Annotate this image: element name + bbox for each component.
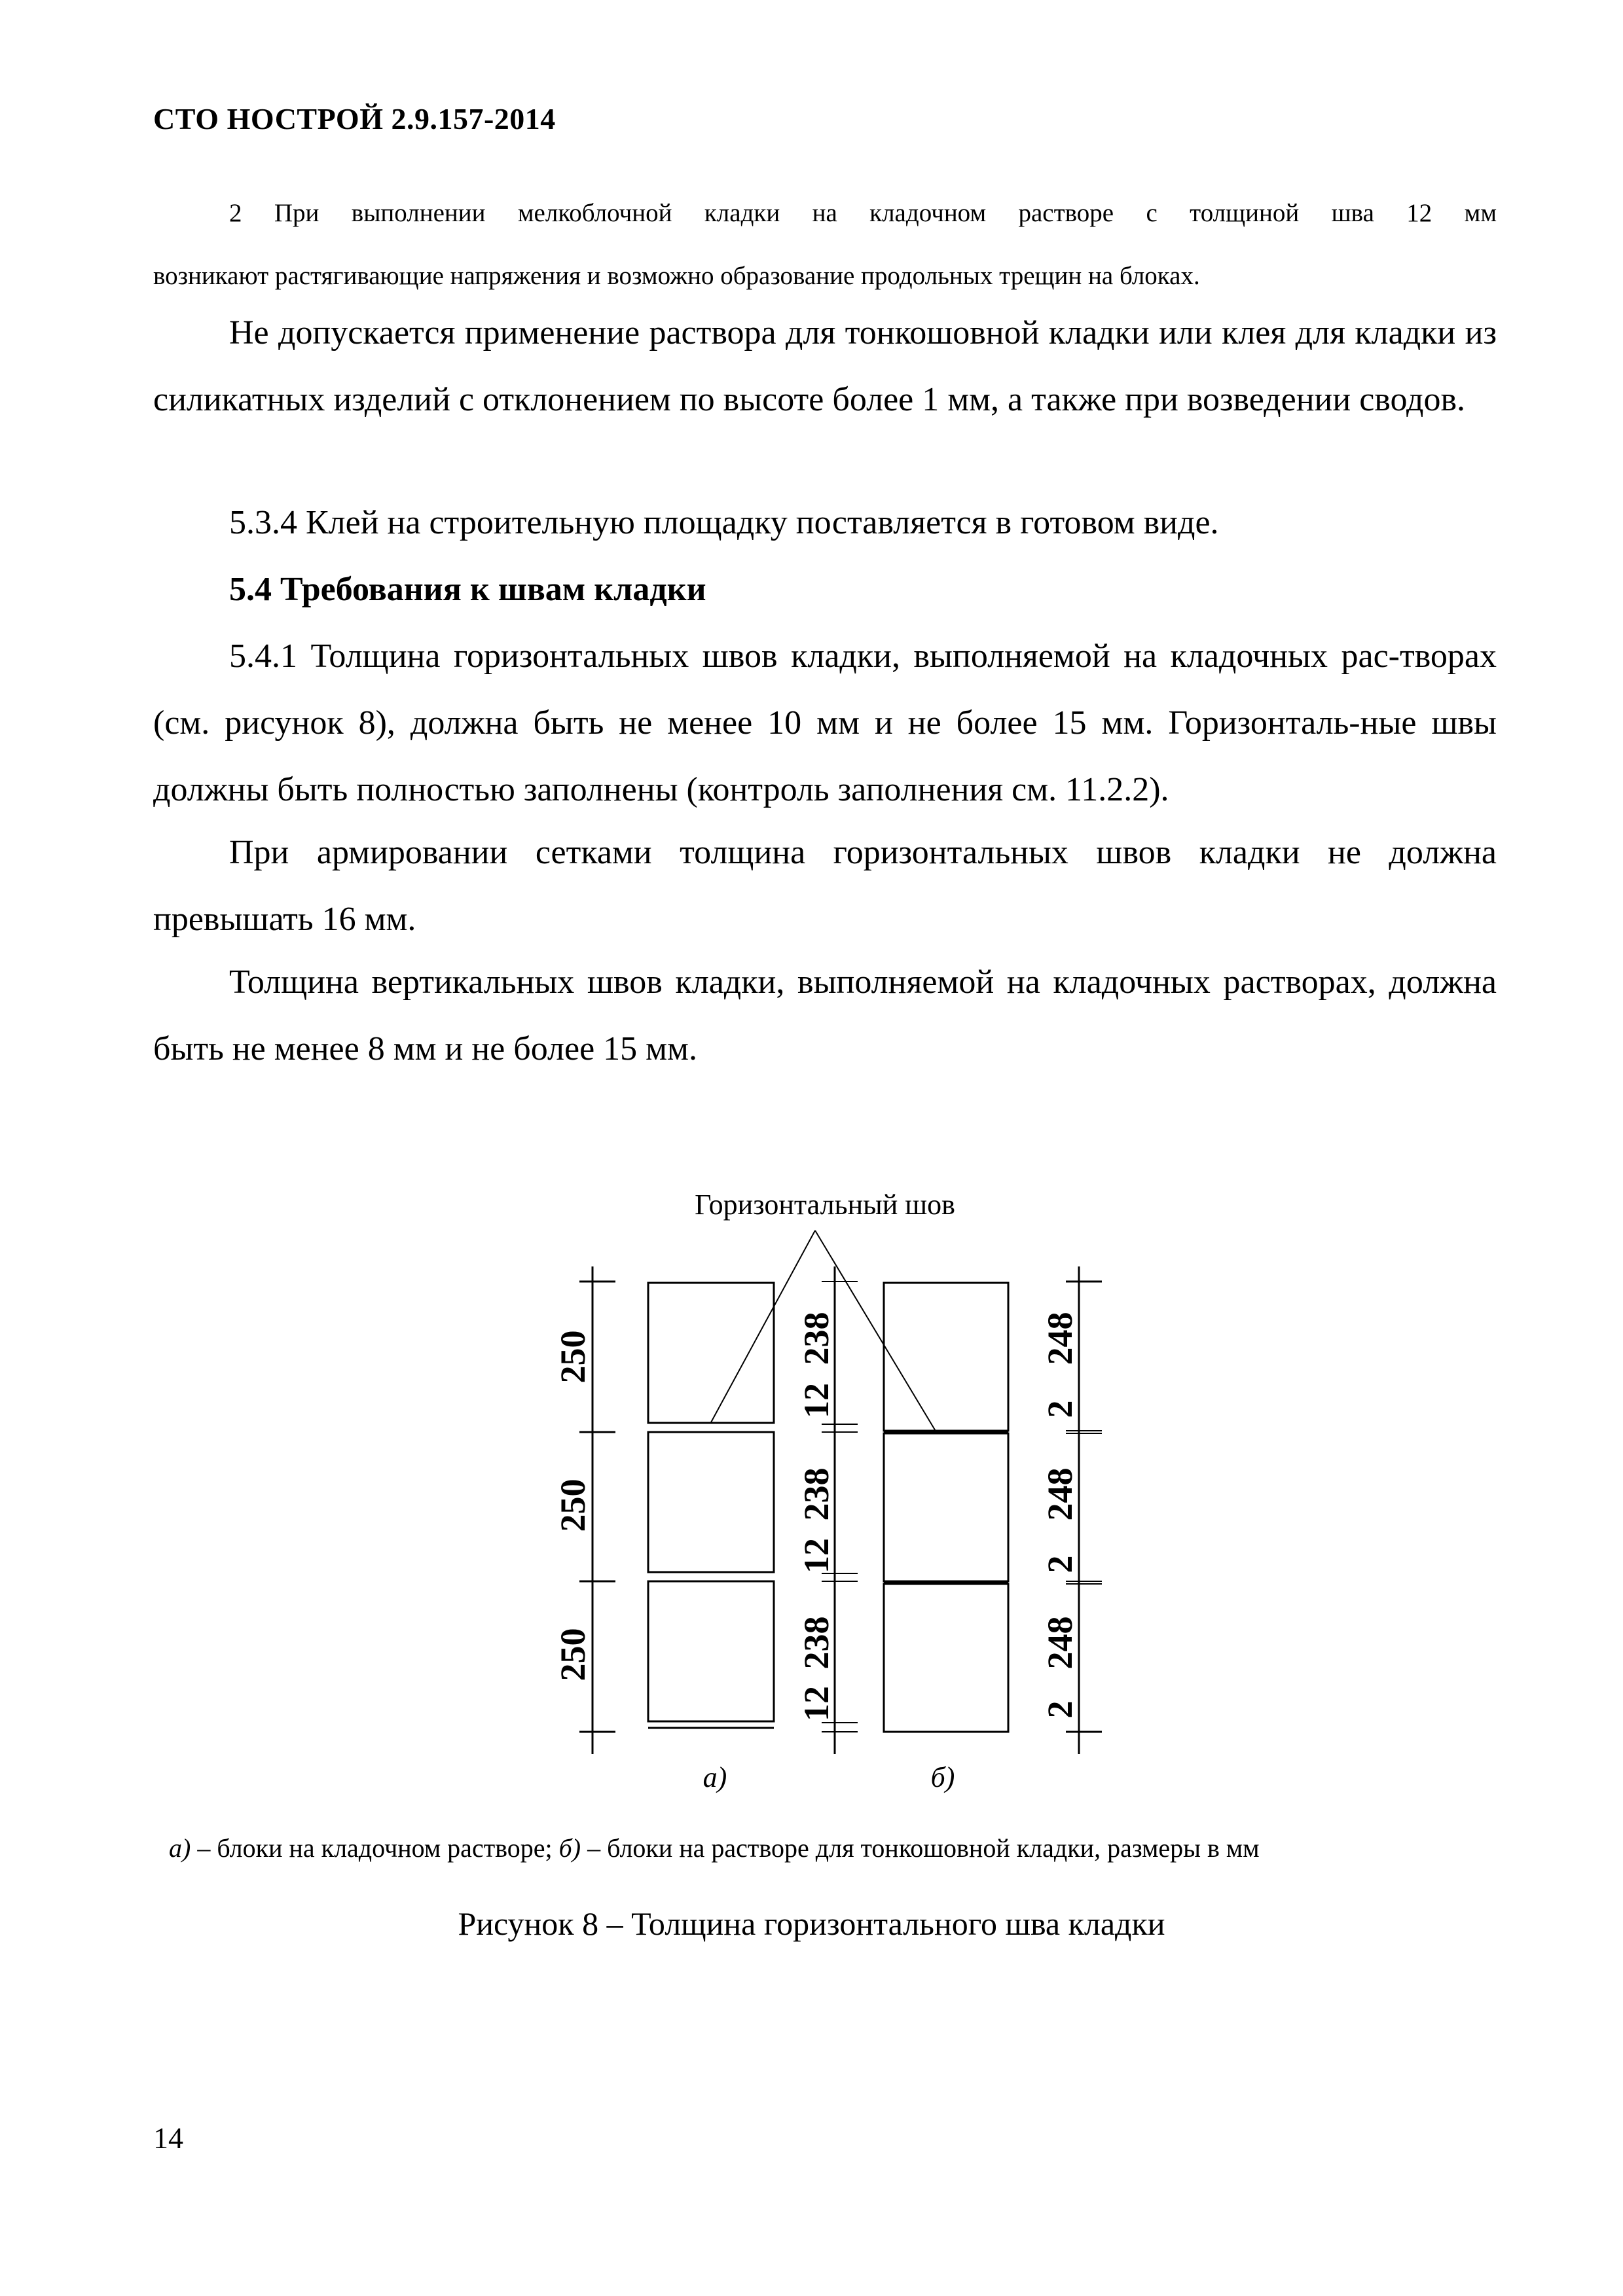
dim-b-block-3: 248 (1040, 1616, 1080, 1670)
dim-a-joint-3: 12 (797, 1686, 836, 1721)
paragraph-5-4-1: 5.4.1 Толщина горизонтальных швов кладки, выполняемой на кладочных рас-творах (см. рисунок 8), должна быть не менее 10 мм и не более 15 мм. Горизонталь-ные швы должны быть полностью заполнены (контроль заполнения см. 11.2.2). (153, 637, 1497, 808)
note-2-line-2: возникают растягивающие напряжения и возможно образование продольных трещин на блоках. (153, 262, 1200, 290)
block-a-3 (648, 1581, 774, 1721)
note-2-line-1: 2 При выполнении мелкоблочной кладки на кладочном растворе с толщиной шва 12 мм (229, 199, 1497, 227)
variant-a-label: а) (702, 1761, 727, 1793)
paragraph-5-3-4: 5.3.4 Клей на строительную площадку поставляется в готовом виде. (229, 504, 1219, 541)
legend-key-b: б) (558, 1833, 581, 1863)
dim-b-joint-3: 2 (1040, 1700, 1080, 1719)
paragraph-vertical-joints: Толщина вертикальных швов кладки, выполняемой на кладочных растворах, должна быть не менее 8 мм и не более 15 мм. (153, 963, 1497, 1067)
figure-legend (169, 1833, 1260, 1863)
legend-text-b: – блоки на растворе для тонкошовной кладки, размеры в мм (581, 1833, 1260, 1863)
paragraph-silicate-tolerance: Не допускается применение раствора для тонкошовной кладки или клея для кладки из силикатных изделий с отклонением по высоте более 1 мм, а также при возведении сводов. (153, 314, 1497, 418)
dim-a-joint-1: 12 (797, 1383, 836, 1418)
dim-b-block-2: 248 (1040, 1467, 1080, 1521)
callout-label: Горизонтальный шов (695, 1189, 955, 1221)
section-heading-5-4: 5.4 Требования к швам кладки (229, 571, 706, 608)
block-b-1 (884, 1283, 1008, 1431)
legend-key-a: а) (169, 1833, 191, 1863)
dim-left-250-1: 250 (553, 1330, 593, 1384)
page-number: 14 (153, 2121, 183, 2155)
dim-b-joint-1: 2 (1040, 1400, 1080, 1418)
dim-b-joint-2: 2 (1040, 1555, 1080, 1573)
dim-b-block-1: 248 (1040, 1312, 1080, 1365)
dim-a-block-1: 238 (797, 1312, 836, 1365)
block-a-1 (648, 1283, 774, 1423)
dim-a-joint-2: 12 (797, 1538, 836, 1573)
figure-title: Рисунок 8 – Толщина горизонтального шва кладки (458, 1905, 1165, 1942)
dim-left-250-3: 250 (553, 1628, 593, 1681)
variant-b-label: б) (930, 1761, 955, 1793)
paragraph-reinforcement: При армировании сетками толщина горизонтальных швов кладки не должна превышать 16 мм. (153, 834, 1497, 938)
legend-text-a: – блоки на кладочном растворе; (191, 1833, 559, 1863)
dim-left-250-2: 250 (553, 1479, 593, 1532)
document-header: СТО НОСТРОЙ 2.9.157-2014 (153, 102, 556, 135)
block-a-2 (648, 1432, 774, 1572)
block-b-2 (884, 1433, 1008, 1581)
block-b-3 (884, 1584, 1008, 1732)
dim-a-block-3: 238 (797, 1616, 836, 1670)
dim-a-block-2: 238 (797, 1467, 836, 1521)
